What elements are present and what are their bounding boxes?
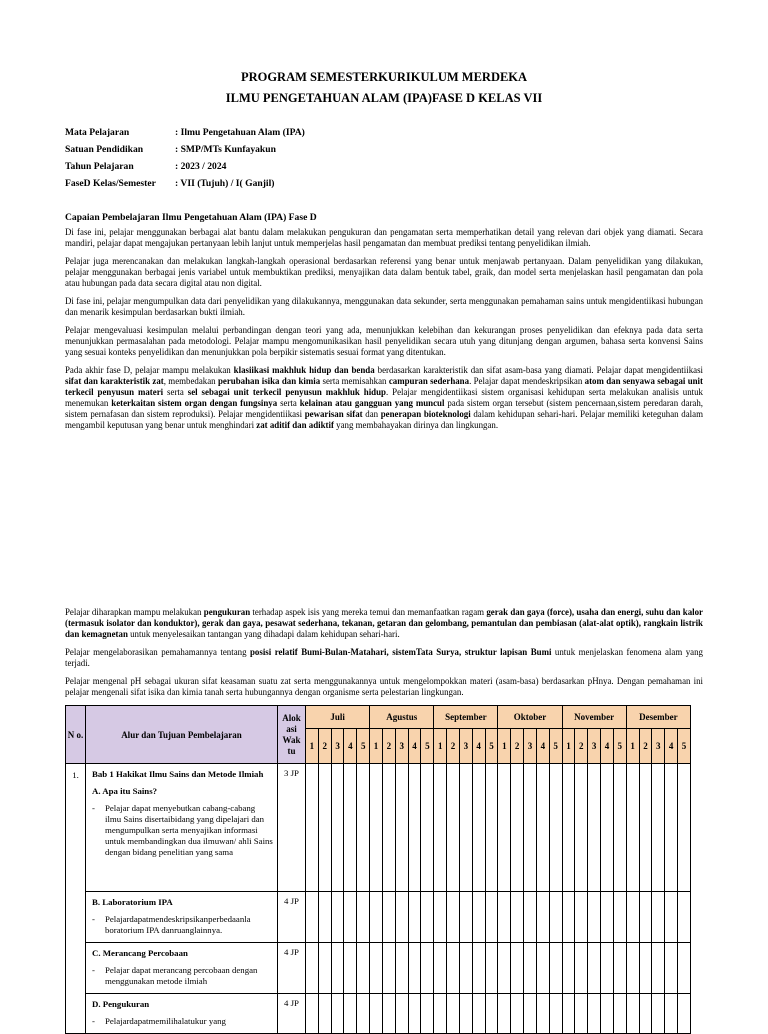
- capaian-paragraph: [65, 647, 703, 669]
- meta-value: : Ilmu Pengetahuan Alam (IPA): [175, 127, 305, 138]
- table-row: [66, 943, 691, 994]
- month-header: Desember: [626, 706, 690, 729]
- week-header: 1: [306, 729, 319, 764]
- week-cell: [357, 892, 370, 943]
- week-cell: [588, 943, 601, 994]
- week-cell: [382, 994, 395, 1034]
- week-cell: [678, 764, 691, 892]
- body-text: serta: [163, 387, 188, 397]
- week-cell: [524, 943, 537, 994]
- body-text: yang membahayakan dirinya dan lingkungan.: [333, 420, 499, 430]
- week-cell: [536, 892, 549, 943]
- emphasis-text: sifat dan karakteristik zat: [65, 376, 164, 386]
- week-cell: [575, 892, 588, 943]
- body-text: dan: [362, 409, 381, 419]
- table-row: [66, 892, 691, 943]
- week-cell: [665, 892, 678, 943]
- week-cell: [395, 892, 408, 943]
- week-header: 5: [549, 729, 562, 764]
- alokasi-waktu: 4 JP: [278, 994, 306, 1034]
- week-cell: [562, 892, 575, 943]
- week-cell: [524, 994, 537, 1034]
- week-cell: [652, 994, 665, 1034]
- week-cell: [306, 943, 319, 994]
- header-alur: Alur dan Tujuan Pembelajaran: [86, 706, 278, 764]
- body-text: , membedakan: [163, 376, 218, 386]
- week-cell: [344, 994, 357, 1034]
- week-header: 1: [370, 729, 383, 764]
- week-cell: [408, 892, 421, 943]
- week-cell: [472, 943, 485, 994]
- bullet-dash: -: [92, 965, 95, 975]
- week-header: 2: [447, 729, 460, 764]
- week-cell: [357, 764, 370, 892]
- emphasis-text: keterkaitan sistem organ dengan fungsinya: [111, 398, 278, 408]
- week-header: 5: [613, 729, 626, 764]
- week-cell: [601, 764, 614, 892]
- week-header: 4: [665, 729, 678, 764]
- week-header: 1: [498, 729, 511, 764]
- week-cell: [678, 943, 691, 994]
- week-cell: [549, 892, 562, 943]
- tujuan-text: Pelajardapatmemilihalatukur yang: [105, 1016, 226, 1026]
- week-cell: [498, 892, 511, 943]
- week-cell: [639, 943, 652, 994]
- meta-value: : 2023 / 2024: [175, 161, 227, 172]
- month-header: Juli: [306, 706, 370, 729]
- month-header: Oktober: [498, 706, 562, 729]
- capaian-paragraph: Pelajar mengevaluasi kesimpulan melalui perbandingan dengan teori yang ada, menunjukkan kelebihan dan kekurangan proses penyelidikan dan efeknya pada data serta menunjukkan permasalahan pada metodologi. Pelajar mampu mengomunikasikan hasil penyelidikan secara utuh yang ditunjang dengan argumen, bahasa serta konvensi Sains yang sesuai konteks penyelidikan dan menunjukkan pola berpikir sistematis sesuai format yang ditentukan.: [65, 325, 703, 357]
- week-cell: [408, 764, 421, 892]
- week-cell: [485, 764, 498, 892]
- header-alokasi: Alok asi Wak tu: [278, 706, 306, 764]
- week-cell: [447, 764, 460, 892]
- week-header: 5: [421, 729, 434, 764]
- week-cell: [562, 764, 575, 892]
- meta-value: : VII (Tujuh) / I( Ganjil): [175, 178, 275, 189]
- week-cell: [601, 994, 614, 1034]
- body-text: Pelajar diharapkan mampu melakukan: [65, 607, 204, 617]
- week-cell: [331, 943, 344, 994]
- week-cell: [472, 994, 485, 1034]
- week-cell: [639, 892, 652, 943]
- capaian-section: [65, 212, 703, 438]
- bullet-dash: -: [92, 1016, 95, 1026]
- subbab-title: C. Merancang Percobaan: [92, 948, 188, 958]
- body-text: untuk menyelesaikan tantangan yang dihadapi dalam kehidupan sehari-hari.: [127, 629, 400, 639]
- week-cell: [434, 994, 447, 1034]
- week-cell: [626, 764, 639, 892]
- week-cell: [549, 943, 562, 994]
- week-cell: [395, 764, 408, 892]
- capaian-heading: Capaian Pembelajaran Ilmu Pengetahuan Alam (IPA) Fase D: [65, 212, 317, 223]
- bullet-dash: -: [92, 803, 95, 813]
- week-cell: [370, 943, 383, 994]
- week-cell: [318, 994, 331, 1034]
- week-cell: [678, 994, 691, 1034]
- week-cell: [331, 994, 344, 1034]
- week-cell: [395, 943, 408, 994]
- tujuan-text: Pelajar dapat merancang percobaan dengan menggunakan metode ilmiah: [105, 965, 258, 986]
- emphasis-text: penerapan bioteknologi: [380, 409, 471, 419]
- week-cell: [459, 892, 472, 943]
- capaian-paragraph: [65, 365, 703, 431]
- doc-title-1: PROGRAM SEMESTERKURIKULUM MERDEKA: [240, 70, 528, 84]
- week-cell: [318, 943, 331, 994]
- week-cell: [472, 892, 485, 943]
- alokasi-waktu: 3 JP: [278, 764, 306, 892]
- week-cell: [395, 994, 408, 1034]
- meta-row: [65, 161, 226, 172]
- week-header: 2: [639, 729, 652, 764]
- meta-row: [65, 144, 276, 155]
- week-cell: [447, 943, 460, 994]
- week-cell: [575, 994, 588, 1034]
- week-cell: [357, 943, 370, 994]
- emphasis-text: pewarisan sifat: [304, 409, 363, 419]
- week-cell: [421, 994, 434, 1034]
- week-cell: [382, 943, 395, 994]
- row-number: 1.: [66, 764, 86, 1034]
- week-cell: [306, 764, 319, 892]
- week-cell: [562, 994, 575, 1034]
- week-cell: [639, 764, 652, 892]
- week-cell: [459, 943, 472, 994]
- header-no: N o.: [66, 706, 86, 764]
- body-text: dalam kehidupan sehari-hari. Pelajar memiliki keteguhan dalam mengambil keputusan yang benar untuk menghindari: [65, 409, 703, 430]
- body-text: untuk menjelaskan fenomena alam yang terjadi.: [65, 647, 703, 668]
- alur-cell: [86, 943, 278, 994]
- alur-cell: [86, 994, 278, 1034]
- week-cell: [652, 764, 665, 892]
- week-cell: [639, 994, 652, 1034]
- alokasi-waktu: 4 JP: [278, 943, 306, 994]
- week-cell: [549, 764, 562, 892]
- week-header: 5: [485, 729, 498, 764]
- week-cell: [472, 764, 485, 892]
- week-cell: [498, 943, 511, 994]
- week-cell: [665, 994, 678, 1034]
- alokasi-waktu: 4 JP: [278, 892, 306, 943]
- week-cell: [524, 764, 537, 892]
- week-cell: [652, 892, 665, 943]
- week-cell: [511, 994, 524, 1034]
- body-text: serta memisahkan: [320, 376, 389, 386]
- tujuan-item: [92, 803, 273, 858]
- week-header: 1: [626, 729, 639, 764]
- week-header: 2: [318, 729, 331, 764]
- week-header: 4: [408, 729, 421, 764]
- body-text: terhadap aspek isis yang mereka temui dan memanfaatkan ragam: [250, 607, 487, 617]
- week-cell: [524, 892, 537, 943]
- week-header: 1: [562, 729, 575, 764]
- week-cell: [485, 943, 498, 994]
- table-row: [66, 764, 691, 892]
- week-header: 3: [459, 729, 472, 764]
- week-cell: [678, 892, 691, 943]
- body-text: . Pelajar dapat mendeskripsikan: [469, 376, 585, 386]
- meta-label: Tahun Pelajaran: [65, 161, 134, 172]
- bab-title: Bab 1 Hakikat Ilmu Sains dan Metode Ilmiah: [92, 769, 264, 779]
- doc-title-2: ILMU PENGETAHUAN ALAM (IPA)FASE D KELAS VII: [225, 91, 543, 105]
- subbab-title: A. Apa itu Sains?: [92, 786, 158, 796]
- emphasis-text: sel sebagai unit terkecil penyusun makhluk hidup: [187, 387, 386, 397]
- week-cell: [459, 994, 472, 1034]
- tujuan-item: [92, 965, 273, 987]
- week-cell: [665, 764, 678, 892]
- week-header: 2: [511, 729, 524, 764]
- week-cell: [601, 892, 614, 943]
- emphasis-text: zat aditif dan adiktif: [256, 420, 334, 430]
- table-row: [66, 994, 691, 1034]
- week-cell: [370, 764, 383, 892]
- week-cell: [306, 892, 319, 943]
- week-header: 2: [382, 729, 395, 764]
- meta-label: Satuan Pendidikan: [65, 144, 144, 155]
- week-cell: [318, 892, 331, 943]
- emphasis-text: pengukuran: [203, 607, 251, 617]
- week-cell: [588, 892, 601, 943]
- week-cell: [613, 943, 626, 994]
- week-cell: [447, 994, 460, 1034]
- week-header: 4: [344, 729, 357, 764]
- week-cell: [331, 764, 344, 892]
- week-cell: [357, 994, 370, 1034]
- week-cell: [588, 994, 601, 1034]
- week-cell: [434, 764, 447, 892]
- week-cell: [536, 994, 549, 1034]
- emphasis-text: perubahan isika dan kimia: [217, 376, 321, 386]
- week-cell: [536, 943, 549, 994]
- capaian-paragraph: Pelajar mengenal pH sebagai ukuran sifat keasaman suatu zat serta menggunakannya untuk mengelompokkan materi (asam-basa) berdasarkan pHnya. Dengan pemahaman ini pelajar mengenali sifat isika dan kimia tanah serta hubungannya dengan organisme serta pelestarian lingkungan.: [65, 676, 703, 697]
- week-cell: [665, 943, 678, 994]
- week-cell: [498, 994, 511, 1034]
- emphasis-text: atom dan senyawa sebagai unit terkecil penyusun materi: [65, 376, 703, 397]
- bullet-dash: -: [92, 914, 95, 924]
- week-cell: [562, 943, 575, 994]
- week-header: 3: [331, 729, 344, 764]
- week-cell: [588, 764, 601, 892]
- week-cell: [408, 943, 421, 994]
- capaian-paragraph: [65, 607, 703, 640]
- body-text: Pada akhir fase D, pelajar mampu melakukan: [65, 365, 234, 375]
- week-cell: [306, 994, 319, 1034]
- week-cell: [613, 892, 626, 943]
- emphasis-text: posisi relatif Bumi-Bulan-Matahari, sistemTata Surya, struktur lapisan Bumi: [250, 647, 552, 657]
- week-cell: [459, 764, 472, 892]
- week-cell: [421, 764, 434, 892]
- week-cell: [421, 892, 434, 943]
- week-cell: [536, 764, 549, 892]
- subbab-title: B. Laboratorium IPA: [92, 897, 173, 907]
- week-cell: [485, 994, 498, 1034]
- week-cell: [318, 764, 331, 892]
- capaian-paragraph: Di fase ini, pelajar menggunakan berbagai alat bantu dalam melakukan pengukuran dan pengamatan serta memperhatikan detail yang relevan dari objek yang diamati. Secara mandiri, pelajar dapat mengajukan pertanyaan lebih lanjut untuk memperjelas hasil pengamatan dan membuat prediksi tentang penyelidikan ilmiah.: [65, 227, 703, 248]
- week-cell: [485, 892, 498, 943]
- emphasis-text: klasiikasi makhluk hidup dan benda: [233, 365, 375, 375]
- body-text: . Pelajar mengidentiikasi sistem organisasi kehidupan serta melakukan analisis untuk menemukan: [65, 387, 703, 408]
- week-header: 3: [588, 729, 601, 764]
- week-cell: [344, 892, 357, 943]
- week-cell: [549, 994, 562, 1034]
- subbab-title: D. Pengukuran: [92, 999, 150, 1009]
- week-cell: [613, 764, 626, 892]
- week-cell: [447, 892, 460, 943]
- week-cell: [626, 892, 639, 943]
- meta-value: : SMP/MTs Kunfayakun: [175, 144, 276, 155]
- week-header: 4: [536, 729, 549, 764]
- week-header: 4: [472, 729, 485, 764]
- meta-label: FaseD Kelas/Semester: [65, 178, 156, 189]
- week-cell: [498, 764, 511, 892]
- week-header: 5: [678, 729, 691, 764]
- week-header: 5: [357, 729, 370, 764]
- emphasis-text: kelainan atau gangguan yang muncul: [299, 398, 445, 408]
- meta-label: Mata Pelajaran: [65, 127, 130, 138]
- tujuan-text: Pelajar dapat menyebutkan cabang-cabang ilmu Sains disertaibidang yang dipelajari dan mengumpulkan serta menyajikan informasi untuk membandingkan dua ilmuwan/ ahli Sains dengan bidang penelitian yang sama: [105, 803, 273, 857]
- week-cell: [511, 892, 524, 943]
- week-header: 1: [434, 729, 447, 764]
- body-text: Pelajar mengelaborasikan pemahamannya tentang: [65, 647, 250, 657]
- week-header: 4: [601, 729, 614, 764]
- week-cell: [370, 994, 383, 1034]
- capaian-paragraph: Di fase ini, pelajar mengumpulkan data dari penyelidikan yang dilakukannya, menggunakan data sekunder, serta menggunakan pemahaman sains untuk mengidentiikasi hubungan dan menarik kesimpulan berdasarkan bukti ilmiah.: [65, 296, 703, 317]
- week-header: 3: [395, 729, 408, 764]
- week-cell: [626, 943, 639, 994]
- body-text: serta: [277, 398, 300, 408]
- week-cell: [652, 943, 665, 994]
- alur-cell: [86, 764, 278, 892]
- emphasis-text: gerak dan gaya (force), usaha dan energi, suhu dan kalor (termasuk isolator dan konduktor), gerak dan gaya, pesawat sederhana, tekanan, getaran dan gelombang, pemantulan dan pembiasan (alat-alat optik), rangkain listrik dan kemagnetan: [65, 607, 703, 639]
- body-text: berdasarkan karakteristik dan sifat asam-basa yang diamati. Pelajar dapat mengidentiikasi: [374, 365, 703, 375]
- week-cell: [344, 943, 357, 994]
- meta-row: [65, 127, 305, 138]
- tujuan-item: [92, 914, 273, 936]
- week-cell: [408, 994, 421, 1034]
- week-cell: [382, 764, 395, 892]
- emphasis-text: campuran sederhana: [388, 376, 470, 386]
- week-cell: [370, 892, 383, 943]
- month-header: Agustus: [370, 706, 434, 729]
- program-semester-table: [65, 705, 691, 1034]
- week-cell: [511, 943, 524, 994]
- week-cell: [626, 994, 639, 1034]
- month-header: November: [562, 706, 626, 729]
- week-cell: [331, 892, 344, 943]
- week-cell: [382, 892, 395, 943]
- week-cell: [613, 994, 626, 1034]
- week-cell: [434, 943, 447, 994]
- week-header: 3: [652, 729, 665, 764]
- week-cell: [344, 764, 357, 892]
- week-cell: [575, 764, 588, 892]
- body-text: pada sistem organ tersebut (sistem pencernaan,sistem peredaran darah, sistem pernafasan dan sistem reproduksi). Pelajar mengidentiikasi: [65, 398, 703, 419]
- meta-row: [65, 178, 274, 189]
- week-header: 3: [524, 729, 537, 764]
- alur-cell: [86, 892, 278, 943]
- capaian-section-2: [65, 607, 703, 705]
- week-cell: [601, 943, 614, 994]
- week-header: 2: [575, 729, 588, 764]
- week-cell: [575, 943, 588, 994]
- tujuan-item: [92, 1016, 273, 1027]
- week-cell: [434, 892, 447, 943]
- capaian-paragraph: Pelajar juga merencanakan dan melakukan langkah-langkah operasional berdasarkan referensi yang benar untuk menjawab pertanyaan. Dalam penyelidikan yang dilakukan, pelajar menggunakan berbagai jenis variabel untuk membuktikan prediksi, menyajikan data dalam bentuk tabel, graik, dan model serta menjelaskan hasil pengamatan dan pola atau hubungan pada data secara digital atau non digital.: [65, 256, 703, 288]
- week-cell: [421, 943, 434, 994]
- week-cell: [511, 764, 524, 892]
- month-header: September: [434, 706, 498, 729]
- tujuan-text: Pelajardapatmendeskripsikanperbedaanla boratorium IPA danruanglainnya.: [105, 914, 251, 935]
